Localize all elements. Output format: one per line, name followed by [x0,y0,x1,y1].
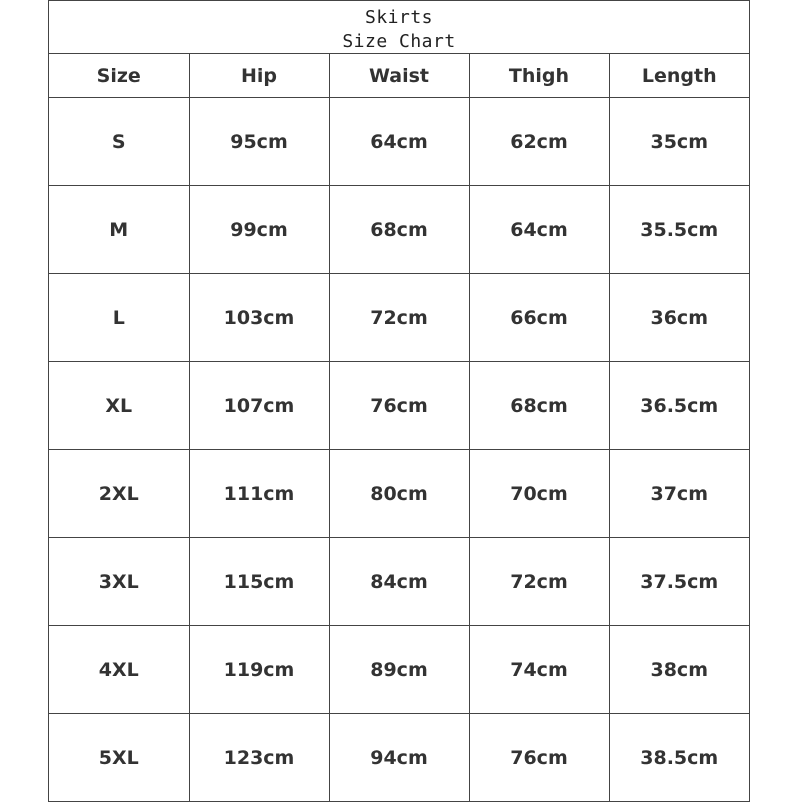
cell-waist: 76cm [329,362,469,450]
cell-thigh: 72cm [469,538,609,626]
cell-hip: 123cm [189,714,329,802]
cell-size: L [49,274,189,362]
table-row [49,98,749,186]
header-row [49,54,749,98]
cell-length: 38.5cm [640,746,719,769]
chart-title-product: Skirts [364,7,434,28]
table-row [49,626,749,714]
cell-length: 37.5cm [609,538,749,626]
cell-hip: 111cm [189,450,329,538]
table-row [49,186,749,274]
cell-size: 4XL [49,626,189,714]
cell-size: 3XL [49,538,189,626]
cell-hip: 99cm [189,186,329,274]
cell-length: 36cm [609,274,749,362]
cell-length: 36.5cm [609,362,749,450]
cell-hip: 107cm [189,362,329,450]
cell-waist: 72cm [329,274,469,362]
cell-hip: 95cm [189,98,329,186]
header-waist: Waist [329,54,469,98]
cell-waist: 64cm [329,98,469,186]
table-row [49,538,749,626]
cell-length: 38cm [609,626,749,714]
chart-title-subtitle: Size Chart [342,31,456,52]
cell-hip: 103cm [189,274,329,362]
table-row [49,362,749,450]
cell-thigh: 74cm [469,626,609,714]
cell-length: 37cm [609,450,749,538]
cell-thigh: 62cm [469,98,609,186]
cell-size: S [49,98,189,186]
cell-thigh: 64cm [469,186,609,274]
cell-thigh: 66cm [469,274,609,362]
cell-length: 35cm [609,98,749,186]
header-thigh: Thigh [469,54,609,98]
cell-waist: 89cm [329,626,469,714]
header-length: Length [609,54,749,98]
cell-hip: 119cm [189,626,329,714]
cell-waist: 94cm [329,714,469,802]
cell-waist: 68cm [329,186,469,274]
cell-waist: 80cm [329,450,469,538]
cell-hip: 115cm [189,538,329,626]
size-chart [48,0,750,802]
header-hip: Hip [189,54,329,98]
table-row [49,714,749,802]
chart-title [49,1,749,54]
cell-thigh: 70cm [469,450,609,538]
cell-length: 35.5cm [609,186,749,274]
cell-thigh: 68cm [469,362,609,450]
header-size: Size [49,54,189,98]
cell-size: XL [49,362,189,450]
table-row [49,274,749,362]
cell-waist: 84cm [329,538,469,626]
cell-thigh: 76cm [469,714,609,802]
size-table [49,54,749,801]
table-row [49,450,749,538]
cell-size: 2XL [49,450,189,538]
cell-size: M [49,186,189,274]
cell-size: 5XL [49,714,189,802]
